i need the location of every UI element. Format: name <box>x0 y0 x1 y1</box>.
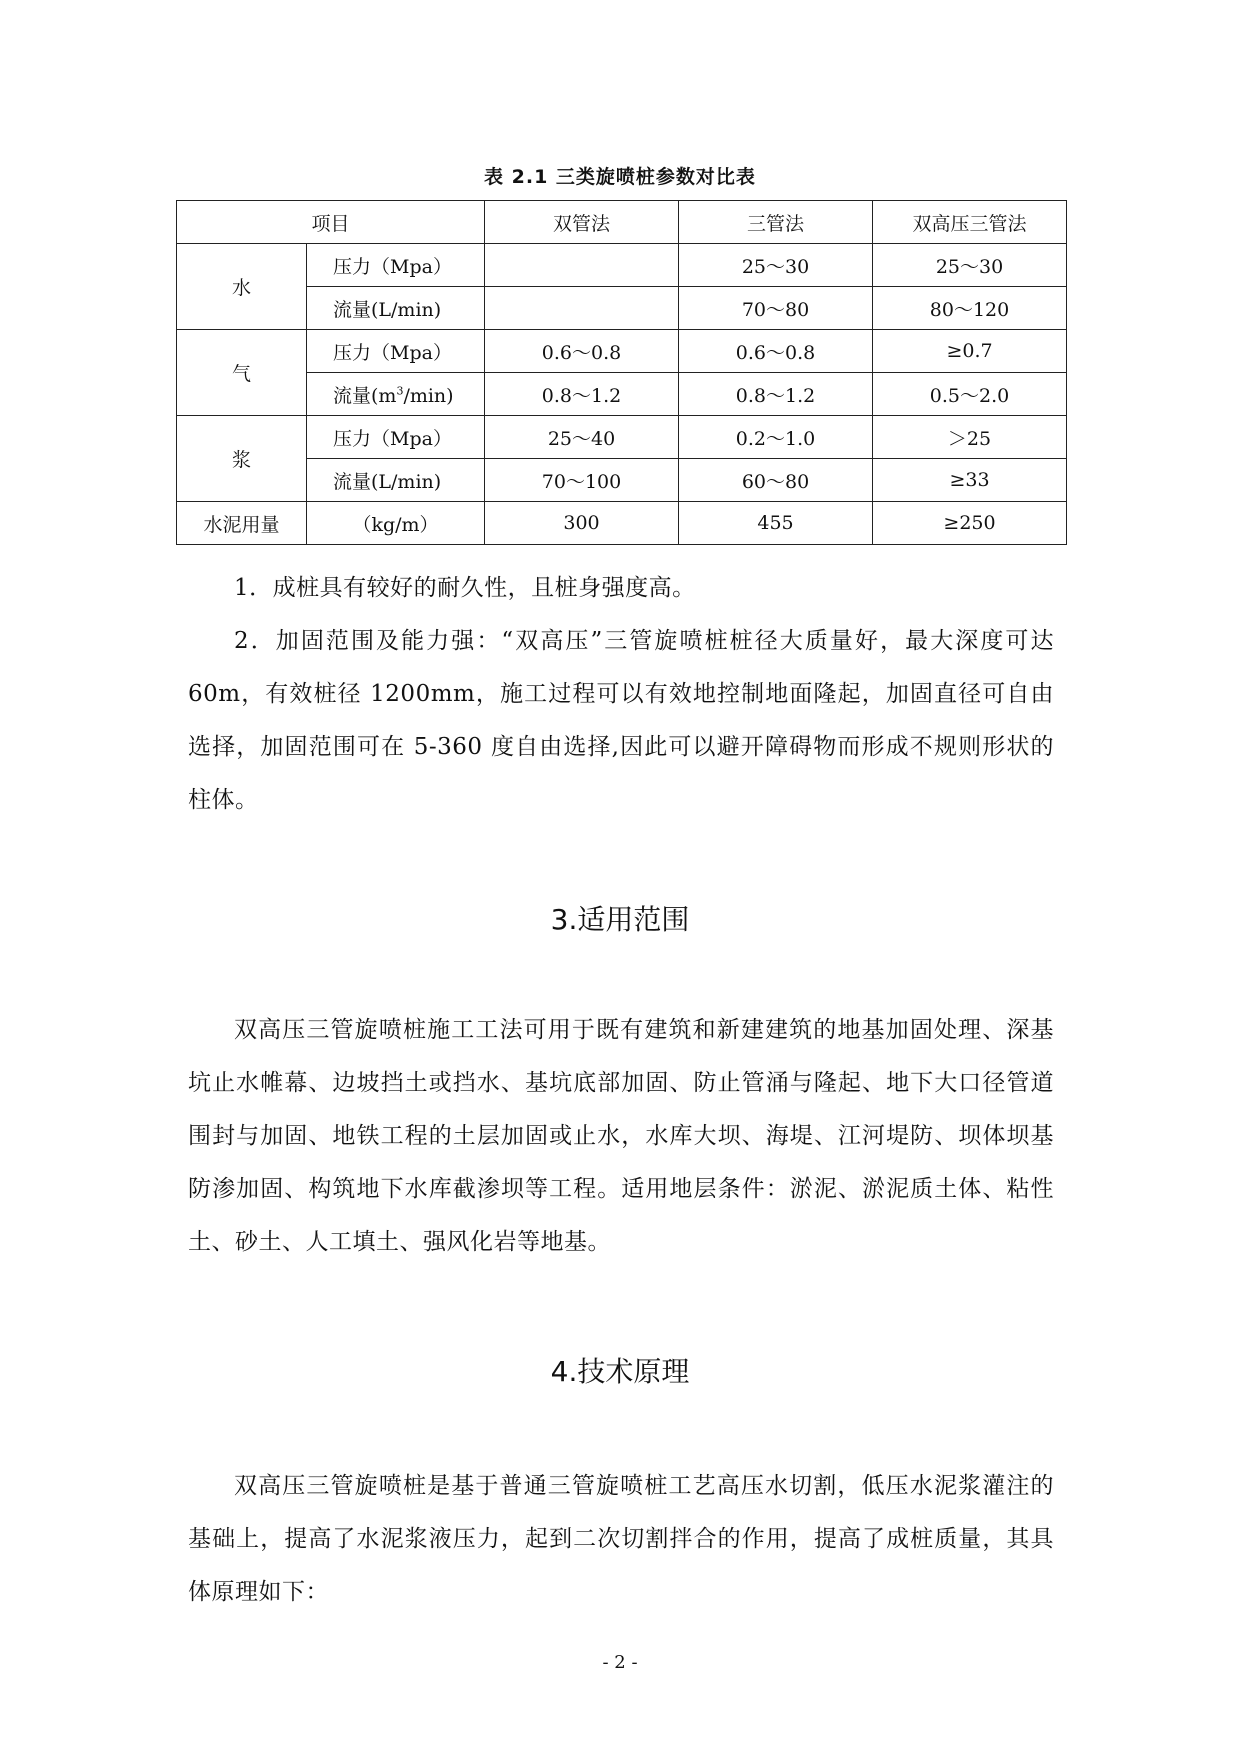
paragraph-reinforcement-range: 2．加固范围及能力强：“双高压”三管旋喷桩桩径大质量好，最大深度可达 60m，有效桩径 1200mm，施工过程可以有效地控制地面隆起，加固直径可自由选择，加固范围可在 5-360 度自由选择,因此可以避开障碍物而形成不规则形状的柱体。 <box>188 628 1054 813</box>
row-group-cement: 水泥用量 <box>177 502 307 545</box>
table-cell: 0.8～1.2 <box>485 373 679 416</box>
table-row <box>177 287 1067 330</box>
row-label: 压力（Mpa） <box>307 244 485 287</box>
header-triple-pipe: 三管法 <box>679 201 873 244</box>
row-label: 压力（Mpa） <box>307 330 485 373</box>
table-cell: 0.5～2.0 <box>873 373 1067 416</box>
table-cell <box>485 287 679 330</box>
table-cell: 0.6～0.8 <box>485 330 679 373</box>
table-cell <box>485 244 679 287</box>
header-double-high-pressure: 双高压三管法 <box>873 201 1067 244</box>
row-label: 流量(L/min) <box>307 287 485 330</box>
row-label-superscript: 3 <box>396 384 404 398</box>
table-cell: 70～80 <box>679 287 873 330</box>
table-row <box>177 330 1067 373</box>
parameter-comparison-table <box>176 200 1067 545</box>
paragraph-principle: 双高压三管旋喷桩是基于普通三管旋喷桩工艺高压水切割，低压水泥浆灌注的基础上，提高了水泥浆液压力，起到二次切割拌合的作用，提高了成桩质量，其具体原理如下： <box>188 1473 1054 1605</box>
paragraph-durability: 1．成桩具有较好的耐久性，且桩身强度高。 <box>234 575 696 601</box>
row-group-gas: 气 <box>177 330 307 416</box>
table-cell: 0.8～1.2 <box>679 373 873 416</box>
table-cell: 0.6～0.8 <box>679 330 873 373</box>
page-number: - 2 - <box>602 1652 638 1673</box>
header-item: 项目 <box>177 201 485 244</box>
row-label <box>307 373 485 416</box>
table-cell: 300 <box>485 502 679 545</box>
row-label: 流量(L/min) <box>307 459 485 502</box>
table-cell: 60～80 <box>679 459 873 502</box>
section-heading-scope: 3.适用范围 <box>550 903 690 936</box>
row-group-water: 水 <box>177 244 307 330</box>
table-cell: 70～100 <box>485 459 679 502</box>
row-label-pre: 流量(m <box>333 384 397 407</box>
row-label-post: /min) <box>403 384 454 407</box>
table-cell: ≥0.7 <box>873 330 1067 373</box>
table-caption: 表 2.1 三类旋喷桩参数对比表 <box>484 166 756 188</box>
table-row <box>177 244 1067 287</box>
header-double-pipe: 双管法 <box>485 201 679 244</box>
table-cell: 25～30 <box>873 244 1067 287</box>
row-group-slurry: 浆 <box>177 416 307 502</box>
row-label: 压力（Mpa） <box>307 416 485 459</box>
table-cell: 25～40 <box>485 416 679 459</box>
table-row <box>177 502 1067 545</box>
paragraph-scope: 双高压三管旋喷桩施工工法可用于既有建筑和新建建筑的地基加固处理、深基坑止水帷幕、边坡挡土或挡水、基坑底部加固、防止管涌与隆起、地下大口径管道围封与加固、地铁工程的土层加固或止水，水库大坝、海堤、江河堤防、坝体坝基防渗加固、构筑地下水库截渗坝等工程。适用地层条件：淤泥、淤泥质土体、粘性土、砂土、人工填土、强风化岩等地基。 <box>188 1017 1054 1255</box>
table-row <box>177 459 1067 502</box>
table-cell: ≥33 <box>873 459 1067 502</box>
table-row <box>177 416 1067 459</box>
section-heading-principle: 4.技术原理 <box>550 1355 690 1388</box>
table-cell: 455 <box>679 502 873 545</box>
table-header-row <box>177 201 1067 244</box>
table-cell: 80～120 <box>873 287 1067 330</box>
table-cell: 0.2～1.0 <box>679 416 873 459</box>
row-label: （kg/m） <box>307 502 485 545</box>
table-row <box>177 373 1067 416</box>
table-cell: 25～30 <box>679 244 873 287</box>
table-cell: ＞25 <box>873 416 1067 459</box>
table-cell: ≥250 <box>873 502 1067 545</box>
